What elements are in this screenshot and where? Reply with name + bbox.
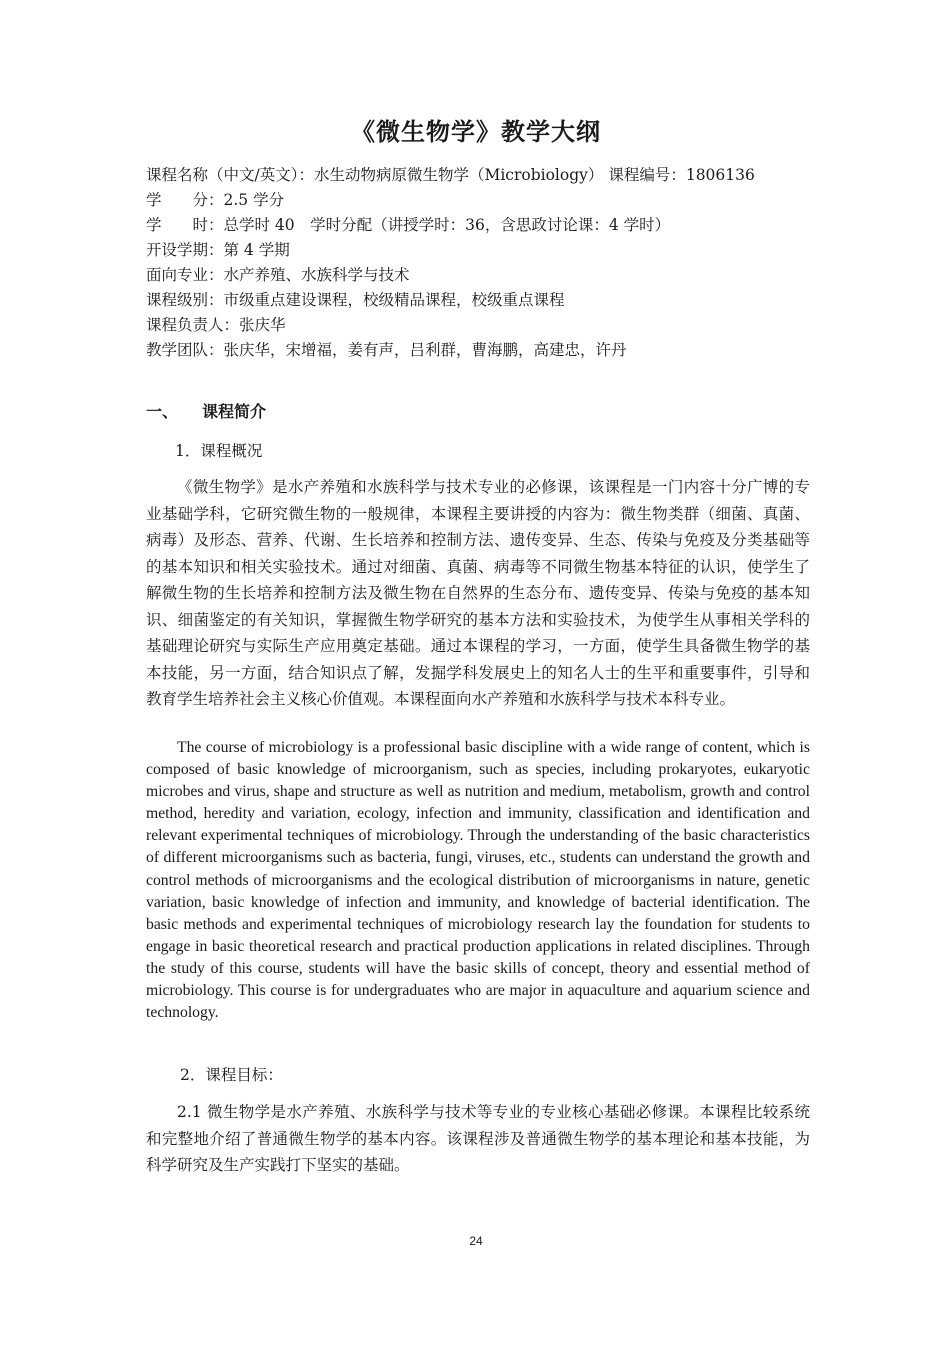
teaching-team-line: 教学团队：张庆华，宋增福，姜有声，吕利群，曹海鹏，高建忠，许丹: [146, 341, 627, 359]
page-number: 24: [469, 1234, 483, 1248]
subsection-overview-heading: 1．课程概况: [175, 442, 263, 460]
section-number: 一、: [146, 402, 179, 421]
course-info-block: [146, 163, 826, 363]
course-level-line: 课程级别：市级重点建设课程，校级精品课程，校级重点课程: [146, 291, 565, 309]
credits-line: 学 分：2.5 学分: [146, 191, 285, 209]
document-title: 《微生物学》教学大纲: [351, 117, 601, 146]
course-leader-line: 课程负责人：张庆华: [146, 316, 286, 334]
section-heading: [146, 399, 266, 422]
subsection-goals-heading: 2．课程目标：: [180, 1066, 283, 1084]
goals-paragraph: 2.1 微生物学是水产养殖、水族科学与技术等专业的专业核心基础必修课。本课程比较系统和完整地介绍了普通微生物学的基本内容。该课程涉及普通微生物学的基本理论和基本技能，为科学研究及生产实践打下坚实的基础。: [146, 1103, 810, 1174]
course-name-line: 课程名称（中文/英文）：水生动物病原微生物学（Microbiology） 课程编号：1806136: [146, 166, 755, 184]
semester-line: 开设学期：第 4 学期: [146, 241, 290, 259]
section-title: 课程简介: [202, 402, 267, 421]
overview-paragraph-chinese: 《微生物学》是水产养殖和水族科学与技术专业的必修课，该课程是一门内容十分广博的专业基础学科，它研究微生物的一般规律，本课程主要讲授的内容为：微生物类群（细菌、真菌、病毒）及形态、营养、代谢、生长培养和控制方法、遗传变异、生态、传染与免疫及分类基础等的基本知识和相关实验技术。通过对细菌、真菌、病毒等不同微生物基本特征的认识，使学生了解微生物的生长培养和控制方法及微生物在自然界的生态分布、遗传变异、传染与免疫的基本知识、细菌鉴定的有关知识，掌握微生物学研究的基本方法和实验技术，为使学生从事相关学科的基础理论研究与实际生产应用奠定基础。通过本课程的学习，一方面，使学生具备微生物学的基本技能，另一方面，结合知识点了解，发掘学科发展史上的知名人士的生平和重要事件，引导和教育学生培养社会主义核心价值观。本课程面向水产养殖和水族科学与技术本科专业。: [146, 478, 810, 708]
hours-line: 学 时：总学时 40 学时分配（讲授学时：36，含思政讨论课：4 学时）: [146, 216, 671, 234]
majors-line: 面向专业：水产养殖、水族科学与技术: [146, 266, 410, 284]
overview-paragraph-english: The course of microbiology is a professional basic discipline with a wide range of content, which is composed of basic knowledge of microorganism, such as species, including prokaryotes, eukaryotic microbes and virus, shape and structure as well as nutrition and medium, metabolism, growth and control method, heredity and variation, ecology, infection and immunity, classification and identification and relevant experimental techniques of microbiology. Through the understanding of the basic characteristics of different microorganisms such as bacteria, fungi, viruses, etc., students can understand the growth and control methods of microorganisms and the ecological distribution of microorganisms in nature, genetic variation, basic knowledge of infection and immunity, and knowledge of bacterial identification. The basic methods and experimental techniques of microbiology research lay the foundation for students to engage in basic theoretical research and practical production applications in related disciplines. Through the study of this course, students will have the basic skills of concept, theory and essential method of microbiology. This course is for undergraduates who are major in aquaculture and aquarium science and technology.: [146, 739, 810, 1022]
